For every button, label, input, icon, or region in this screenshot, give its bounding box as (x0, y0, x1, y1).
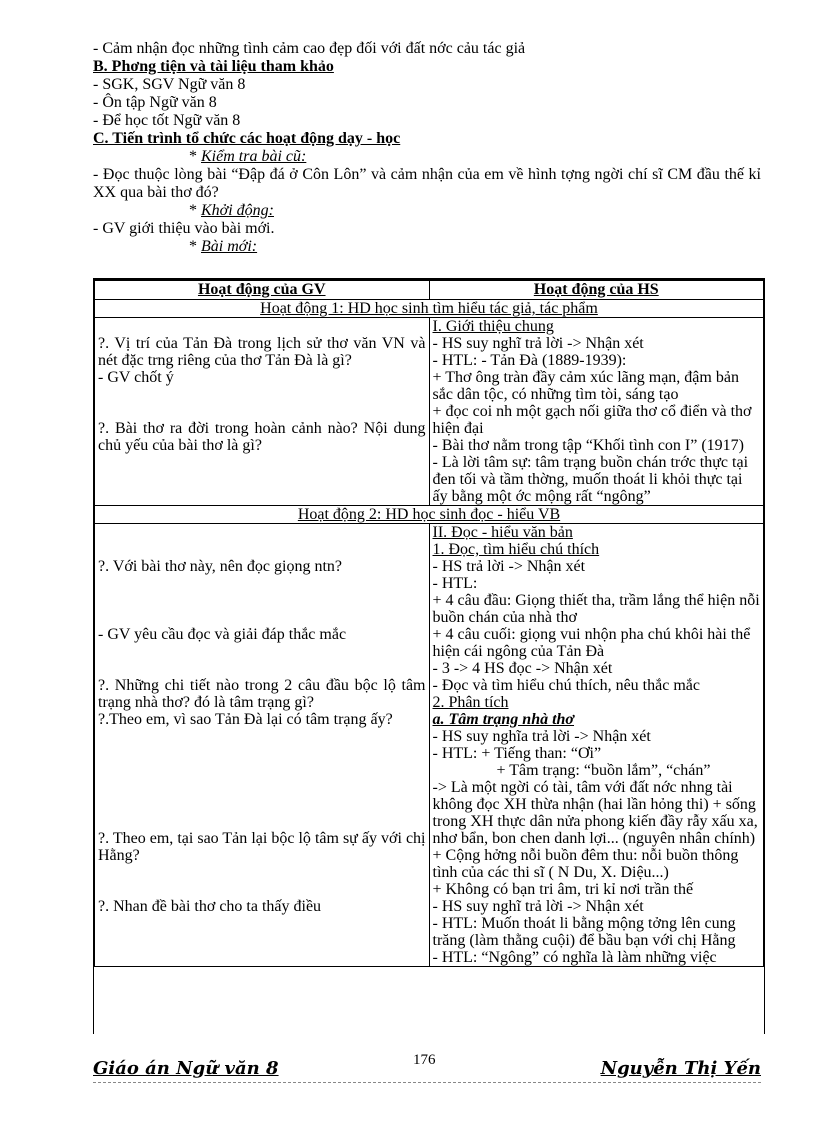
intro-section (93, 40, 761, 256)
gv-question: ?. Bài thơ ra đời trong hoàn cảnh nào? Nội dung chủ yếu của bài thơ là gì? (98, 420, 426, 454)
material-item: - Để học tốt Ngữ văn 8 (93, 112, 241, 129)
hs-answer: + Cộng hởng nỗi buồn đêm thu: nỗi buồn thông tình của các thi sĩ ( N Du, X. Diệu...) (432, 847, 739, 881)
hs-answer: - Bài thơ nằm trong tập “Khối tình con I” (1917) (432, 437, 744, 454)
hs-answer: - HTL: - Tản Đà (1889-1939): (432, 352, 627, 369)
gv-question: - GV yêu cầu đọc và giải đáp thắc mắc (98, 626, 347, 643)
footer-title: Giáo án Ngữ văn 8 (93, 1058, 279, 1079)
section-b-heading: B. Phơng tiện và tài liệu tham khảo (93, 58, 334, 75)
khoi-dong-text: - GV giới thiệu vào bài mới. (93, 220, 275, 237)
kiem-tra-question: - Đọc thuộc lòng bài “Đập đá ở Côn Lôn” và cảm nhận của em về hình tợng ngời chí sĩ CM đầu thế kỉ XX qua bài thơ đó? (93, 166, 761, 201)
activity-2-title: Hoạt động 2: HD học sinh đọc - hiểu VB (95, 506, 764, 524)
activity-table (94, 280, 764, 967)
hs-answer: - HTL: (432, 575, 478, 592)
gv-question: ?. Vị trí của Tản Đà trong lịch sử thơ văn VN và nét đặc trng riêng của thơ Tản Đà là gì? (98, 335, 426, 369)
activity-1-title: Hoạt động 1: HD học sinh tìm hiểu tác giả, tác phẩm (95, 300, 764, 318)
hs-section-title: I. Giới thiệu chung (432, 318, 554, 335)
hs-answer: + Không có bạn tri âm, tri kỉ nơi trần thế (432, 881, 694, 898)
gv-question: ?. Nhan đề bài thơ cho ta thấy điều (98, 898, 322, 915)
table-row (95, 318, 764, 506)
hs-answer: + 4 câu đầu: Giọng thiết tha, trầm lắng thể hiện nỗi buồn chán của nhà thơ (432, 592, 760, 626)
activity-table-frame (93, 278, 765, 1034)
table-row (95, 524, 764, 967)
bai-moi-label: Bài mới: (201, 238, 258, 255)
kiem-tra-heading (93, 148, 761, 166)
objective-line: - Cảm nhận đọc những tình cảm cao đẹp đối với đất nớc cảu tác giả (93, 40, 526, 57)
gv-question: ?.Theo em, vì sao Tản Đà lại có tâm trạng ấy? (98, 711, 393, 728)
hs-answer: -> Là một ngời có tài, tâm với đất nớc nhng tài không đọc XH thừa nhận (hai lần hỏng thi) + sống trong XH thực dân nửa phong kiến đầy rẫy xấu xa, nhơ bẩn, bon chen danh lợi... (nguyên nhân chính) (432, 779, 758, 847)
star-marker: * (189, 238, 197, 255)
gv-question: ?. Theo em, tại sao Tản lại bộc lộ tâm sự ấy với chị Hằng? (98, 830, 426, 864)
gv-column (95, 524, 430, 967)
hs-answer: - HTL: + Tiếng than: “Ơi” (432, 745, 602, 762)
khoi-dong-heading (93, 202, 761, 220)
header-hs: Hoạt động của HS (429, 281, 764, 300)
hs-answer: - Là lời tâm sự: tâm trạng buồn chán trớc thực tại đen tối và tầm thờng, muốn thoát li khỏi thực tại ấy bằng một ớc mộng rất “ngông” (432, 454, 749, 505)
page-footer (93, 1052, 761, 1082)
hs-answer: - 3 -> 4 HS đọc -> Nhận xét (432, 660, 613, 677)
page-number: 176 (413, 1052, 436, 1068)
hs-answer: + 4 câu cuối: giọng vui nhộn pha chú khôi hài thể hiện cái ngông của Tản Đà (432, 626, 751, 660)
material-item: - Ôn tập Ngữ văn 8 (93, 94, 217, 111)
table-header-row (95, 281, 764, 300)
hs-column (429, 318, 764, 506)
gv-note: - GV chốt ý (98, 369, 174, 386)
gv-column (95, 318, 430, 506)
material-item: - SGK, SGV Ngữ văn 8 (93, 76, 246, 93)
section-c-heading: C. Tiến trình tổ chức các hoạt động dạy - học (93, 130, 401, 147)
activity-1-row (95, 300, 764, 318)
footer-author: Nguyễn Thị Yến (600, 1058, 761, 1079)
gv-question: ?. Những chi tiết nào trong 2 câu đầu bộc lộ tâm trạng nhà thơ? đó là tâm trạng gì? (98, 677, 426, 711)
bai-moi-heading (93, 238, 761, 256)
gv-question: ?. Với bài thơ này, nên đọc giọng ntn? (98, 558, 342, 575)
activity-2-row (95, 506, 764, 524)
hs-subsection-title: 1. Đọc, tìm hiểu chú thích (432, 541, 600, 558)
footer-divider (93, 1082, 761, 1083)
hs-answer: - HTL: “Ngông” có nghĩa là làm những việc (432, 949, 717, 966)
hs-answer: + đọc coi nh một gạch nối giữa thơ cổ điển và thơ hiện đại (432, 403, 752, 437)
hs-answer: + Thơ ông tràn đầy cảm xúc lãng mạn, đậm bản sắc dân tộc, có những tìm tòi, sáng tạo (432, 369, 739, 403)
hs-column (429, 524, 764, 967)
kiem-tra-label: Kiểm tra bài cũ: (201, 148, 307, 165)
hs-answer: - Đọc và tìm hiểu chú thích, nêu thắc mắc (432, 677, 700, 694)
hs-subsection-title: 2. Phân tích (432, 694, 509, 711)
hs-subsection-title: a. Tâm trạng nhà thơ (432, 711, 575, 728)
hs-section-title: II. Đọc - hiểu văn bản (432, 524, 573, 541)
hs-answer: - HS suy nghĩ trả lời -> Nhận xét (432, 898, 644, 915)
header-gv: Hoạt động của GV (95, 281, 430, 300)
star-marker: * (189, 202, 197, 219)
star-marker: * (189, 148, 197, 165)
hs-answer: - HS trả lời -> Nhận xét (432, 558, 586, 575)
hs-answer: - HTL: Muốn thoát li bằng mộng tởng lên cung trăng (làm thằng cuội) để bầu bạn với chị Hằng (432, 915, 736, 949)
hs-answer: - HS suy nghĩa trả lời -> Nhận xét (432, 728, 651, 745)
hs-answer: + Tâm trạng: “buồn lắm”, “chán” (496, 762, 711, 779)
hs-answer: - HS suy nghĩ trả lời -> Nhận xét (432, 335, 644, 352)
khoi-dong-label: Khởi động: (201, 202, 274, 219)
